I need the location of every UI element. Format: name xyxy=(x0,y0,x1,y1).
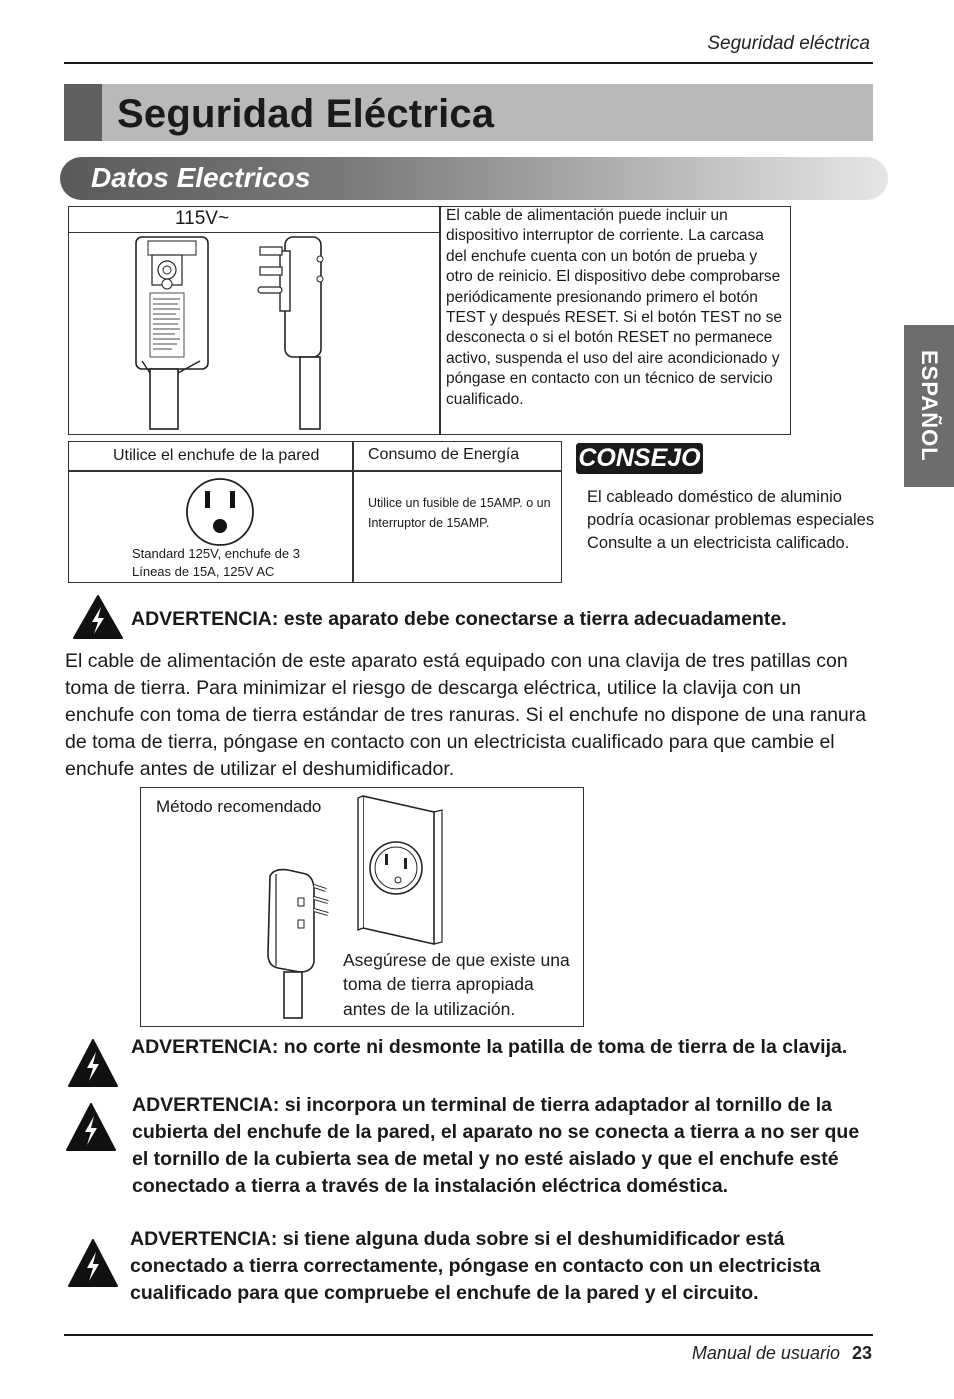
method-caption xyxy=(343,948,570,1021)
warning-adapter-terminal: ADVERTENCIA: si incorpora un terminal de tierra adaptador al tornillo de la cubierta del enchufe de la pared, el aparato no se conecta a tierra a no ser que el tornillo de la cubierta sea de metal y no esté aislado y que el enchufe esté conectado a tierra a través de la instalación eléctrica doméstica. xyxy=(132,1094,860,1197)
fuse-line-2: Interruptor de 15AMP. xyxy=(368,516,490,530)
fuse-line-1: Utilice un fusible de 15AMP. o un xyxy=(368,496,551,510)
warning-grounding-doubt: ADVERTENCIA: si tiene alguna duda sobre si el deshumidificador está conectado a tierra correctamente, póngase en contacto con un electricista cualificado para que compruebe el enchufe de la pared y el circuito. xyxy=(130,1228,821,1304)
tip-text xyxy=(587,486,907,554)
running-header: Seguridad eléctrica xyxy=(707,33,870,54)
warning-do-not-cut-pin: ADVERTENCIA: no corte ni desmonte la patilla de toma de tierra de la clavija. xyxy=(131,1036,848,1058)
outlet-spec-line-2: Líneas de 15A, 125V AC xyxy=(132,564,275,579)
language-tab-label: ESPAÑOL xyxy=(917,350,942,462)
title-accent-block xyxy=(64,84,102,141)
footer-rule xyxy=(64,1334,873,1336)
outlet-table-col-divider xyxy=(352,441,354,583)
page-number: 23 xyxy=(851,1343,872,1363)
outlet-spec-line-1: Standard 125V, enchufe de 3 xyxy=(132,546,300,561)
voltage-label: 115V~ xyxy=(175,208,230,229)
outlet-icon xyxy=(184,476,256,548)
plug-icon xyxy=(120,233,360,433)
tip-line-3: Consulte a un electricista calificado. xyxy=(587,533,850,552)
tip-badge: CONSEJO xyxy=(576,443,703,474)
cable-description: El cable de alimentación puede incluir un dispositivo interruptor de corriente. La carcasa del enchufe cuenta con un botón de prueba y otro de reinicio. El dispositivo debe comprobarse periódicamente presionando primero el botón TEST y después RESET. Si el botón TEST no se desconecta o si el botón RESET no permanece activo, suspenda el uso del aire acondicionado y póngase en contacto con un técnico de servicio cualificado. xyxy=(446,207,783,408)
warning-grounding: ADVERTENCIA: este aparato debe conectarse a tierra adecuadamente. xyxy=(131,608,787,630)
method-caption-line-3: antes de la utilización. xyxy=(343,998,516,1019)
grounding-paragraph: El cable de alimentación de este aparato está equipado con una clavija de tres patillas con toma de tierra. Para minimizar el riesgo de descarga eléctrica, utilice la clavija con un enchufe con toma de tierra estándar de tres ranuras. Si el enchufe no dispone de una ranura de toma de tierra, póngase en contacto con un electricista cualificado para que cambie el enchufe antes de utilizar el deshumidificador. xyxy=(65,650,867,780)
outlet-table-header-2: Consumo de Energía xyxy=(368,446,520,463)
tip-line-2: podría ocasionar problemas especiales xyxy=(587,510,875,529)
header-rule xyxy=(64,62,873,64)
warning-triangle-icon xyxy=(67,1038,119,1088)
warning-triangle-icon xyxy=(65,1102,117,1152)
footer-manual-label: Manual de usuario xyxy=(691,1343,840,1363)
method-label: Método recomendado xyxy=(156,797,322,816)
warning-triangle-icon xyxy=(72,594,124,640)
method-caption-line-2: toma de tierra apropiada xyxy=(343,974,534,995)
tip-line-1: El cableado doméstico de aluminio xyxy=(587,488,842,506)
outlet-table-row-divider xyxy=(68,470,562,472)
warning-triangle-icon xyxy=(67,1238,119,1288)
outlet-table-header-1: Utilice el enchufe de la pared xyxy=(113,447,320,464)
section-subtitle: Datos Electricos xyxy=(91,162,311,193)
page-footer xyxy=(692,1343,872,1364)
method-caption-line-1: Asegúrese de que existe una xyxy=(343,950,570,970)
page-title: Seguridad Eléctrica xyxy=(117,92,495,136)
